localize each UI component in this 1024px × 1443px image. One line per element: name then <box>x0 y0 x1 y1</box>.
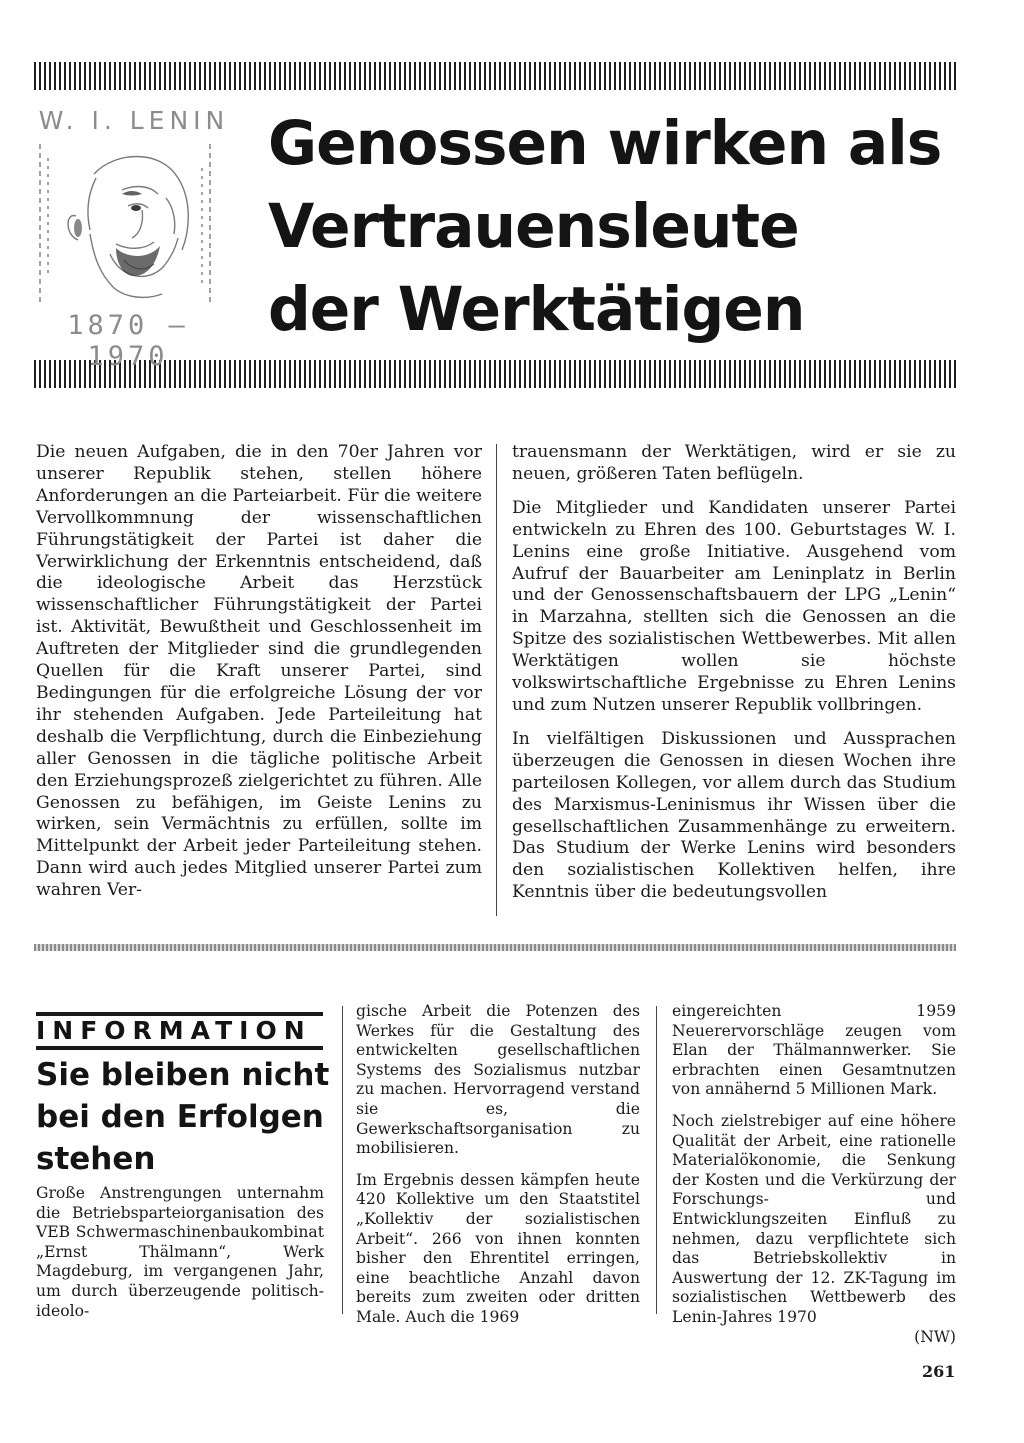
section-divider <box>34 944 956 951</box>
main-paragraph: Die Mitglieder und Kandidaten unserer Partei entwickeln zu Ehren des 100. Geburtstages W. I. Lenins eine große Initiative. Ausgehend vom Aufruf der Bauarbeiter am Leninplatz in Berlin und der Genossenschaftsbauern der LPG „Lenin“ in Marzahna, stellten sich die Genossen an die Spitze des sozialistischen Wettbewerbes. Mit allen Werktätigen wollen sie höchste volkswirtschaftliche Ergebnisse zu Ehren Lenins und zum Nutzen unserer Republik vollbringen. <box>512 497 956 715</box>
emblem-years: 1870 – 1970 <box>67 310 189 372</box>
page-number: 261 <box>922 1362 956 1381</box>
emblem-name: W. I. LENIN <box>38 106 230 135</box>
column-divider <box>342 1006 343 1314</box>
info-column-3 <box>672 1002 956 1347</box>
headline-line-1: Genossen wirken als <box>268 108 942 179</box>
info-label: INFORMATION <box>36 1012 323 1050</box>
main-column-right <box>512 442 956 916</box>
headline <box>268 102 954 351</box>
info-column-2 <box>356 1002 640 1340</box>
info-column-1 <box>36 1184 324 1333</box>
info-paragraph: Im Ergebnis dessen kämpfen heute 420 Kollektive um den Staatstitel „Kollektiv der sozialistischen Arbeit“. 266 von ihnen konnten bisher den Ehrentitel erringen, eine beachtliche Anzahl davon bereits zum zweiten oder dritten Male. Auch die 1969 <box>356 1170 640 1326</box>
info-paragraph: eingereichten 1959 Neuerervorschläge zeugen vom Elan der Thälmannwerker. Sie erbrachten einen Gesamtnutzen von annähernd 5 Millionen Mark. <box>672 1002 956 1099</box>
info-paragraph: gische Arbeit die Potenzen des Werkes für die Gestaltung des entwickelten gesellschaftlichen Systems des Sozialismus nutzbar zu machen. Hervorragend verstand sie es, die Gewerkschaftsorganisation zu mobilisieren. <box>356 1002 640 1158</box>
main-paragraph: In vielfältigen Diskussionen und Aussprachen überzeugen die Genossen in diesen Wochen ihre parteilosen Kollegen, vor allem durch das Studium des Marxismus-Leninismus ihr Wissen über die gesellschaftlichen Zusammenhänge zu erweitern. Das Studium der Werke Lenins wird besonders den sozialistischen Kollektiven helfen, ihre Kenntnis über die bedeutungsvollen <box>512 728 956 903</box>
headline-line-2: Vertrauensleute <box>268 191 799 262</box>
headline-line-3: der Werktätigen <box>268 274 805 345</box>
info-paragraph: Große Anstrengungen unternahm die Betriebsparteiorganisation des VEB Schwermaschinenbaukombinat „Ernst Thälmann“, Werk Magdeburg, im vergangenen Jahr, um durch überzeugende politisch-ideolo- <box>36 1184 324 1320</box>
main-paragraph: trauensmann der Werktätigen, wird er sie zu neuen, größeren Taten beflügeln. <box>512 442 956 484</box>
main-paragraph: Die neuen Aufgaben, die in den 70er Jahren vor unserer Republik stehen, stellen höhere Anforderungen an die Parteiarbeit. Für die weitere Vervollkommnung der wissenschaftlichen Führungstätigkeit der Partei ist daher die Verwirklichung der Erkenntnis entscheidend, daß die ideologische Arbeit das Herzstück wissenschaftlicher Führungstätigkeit der Partei ist. Aktivität, Bewußtheit und Geschlossenheit im Auftreten der Mitglieder sind die grundlegenden Quellen für die Kraft unserer Partei, sind Bedingungen für die erfolgreiche Lösung der vor ihr stehenden Aufgaben. Jede Parteileitung hat deshalb die Verpflichtung, durch die Einbeziehung aller Genossen in die tägliche politische Arbeit den Erziehungsprozeß zielgerichtet zu führen. Alle Genossen zu befähigen, im Geiste Lenins zu wirken, sein Vermächtnis zu erfüllen, sollte im Mittelpunkt der Arbeit jeder Parteileitung stehen. Dann wird auch jedes Mitglied unserer Partei zum wahren Ver- <box>36 442 483 901</box>
lenin-portrait-icon <box>36 138 216 310</box>
info-paragraph: Noch zielstrebiger auf eine höhere Qualität der Arbeit, eine rationelle Materialökonomie, die Senkung der Kosten und die Verkürzung der Forschungs- und Entwicklungszeiten Einfluß zu nehmen, dazu verpflichtete sich das Betriebskollektiv in Auswertung der 12. ZK-Tagung im sozialistischen Wettbewerb des Lenin-Jahres 1970 <box>672 1111 956 1326</box>
main-column-left <box>36 442 482 914</box>
column-divider <box>656 1006 657 1314</box>
info-title: Sie bleiben nicht bei den Erfolgen stehen <box>36 1057 330 1177</box>
header-top-stripe <box>34 62 956 90</box>
info-source: (NW) <box>914 1327 956 1346</box>
column-divider <box>496 444 497 916</box>
